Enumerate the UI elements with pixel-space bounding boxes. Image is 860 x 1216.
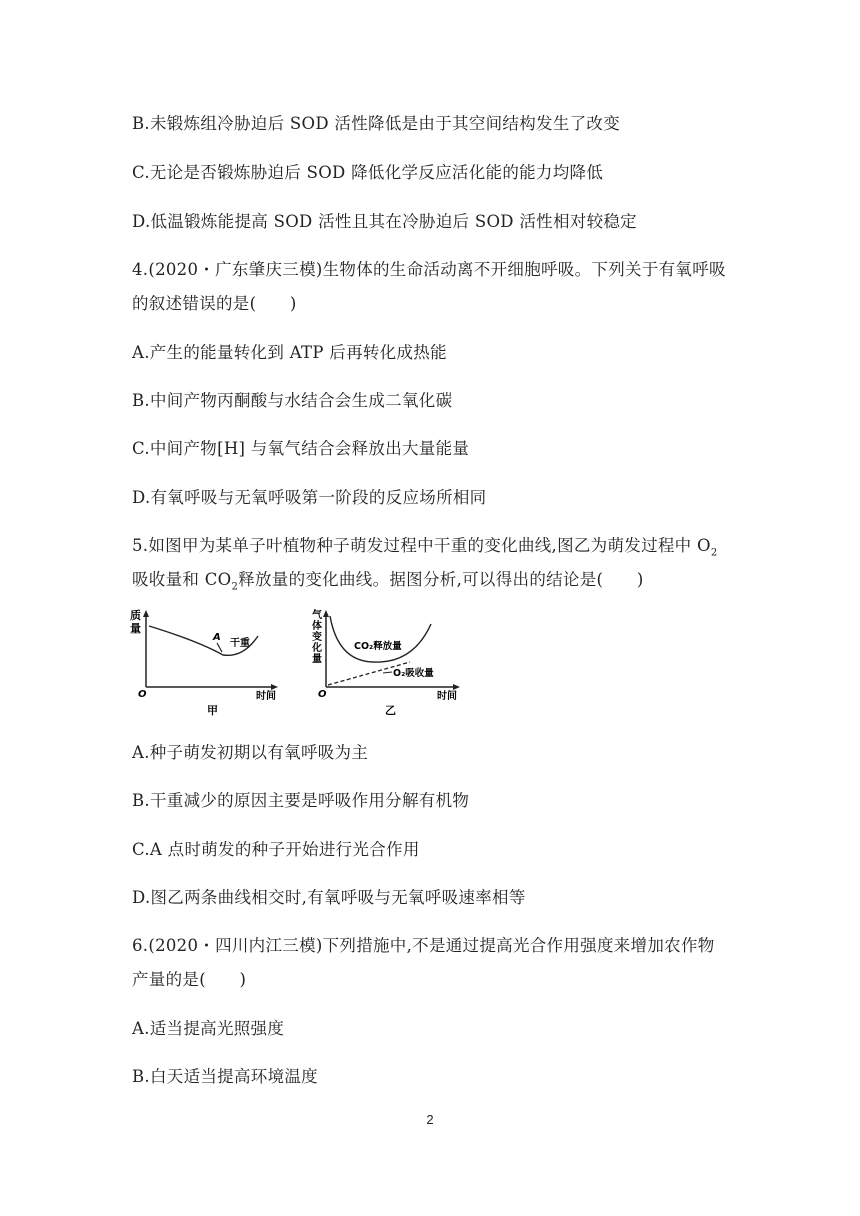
q4-stem-line2: 的叙述错误的是( ) bbox=[132, 294, 297, 313]
yi-origin: O bbox=[318, 689, 327, 700]
yi-ylabel-2: 体 bbox=[312, 621, 322, 632]
q4-option-d: D.有氧呼吸与无氧呼吸第一阶段的反应场所相同 bbox=[132, 488, 487, 507]
jia-ylabel-1: 质 bbox=[130, 609, 141, 622]
yi-xlabel: 时间 bbox=[437, 691, 457, 702]
yi-caption: 乙 bbox=[385, 704, 396, 717]
q5-option-b: B.干重减少的原因主要是呼吸作用分解有机物 bbox=[132, 791, 470, 810]
q4-option-a: A.产生的能量转化到 ATP 后再转化成热能 bbox=[132, 343, 447, 362]
jia-ylabel-2: 量 bbox=[130, 622, 141, 635]
q6-stem-line2: 产量的是( ) bbox=[132, 970, 247, 989]
yi-ylabel-4: 化 bbox=[312, 643, 322, 654]
jia-point-a-label: A bbox=[213, 632, 221, 643]
yi-co2-curve bbox=[330, 616, 431, 662]
jia-xlabel: 时间 bbox=[256, 691, 276, 702]
jia-y-arrow bbox=[143, 610, 149, 617]
yi-ylabel-3: 变 bbox=[312, 632, 322, 643]
jia-point-a-pointer bbox=[217, 643, 222, 652]
q4-stem-line1: 4.(2020・广东肇庆三模)生物体的生命活动离不开细胞呼吸。下列关于有氧呼吸 bbox=[132, 260, 726, 279]
yi-x-arrow bbox=[453, 684, 460, 690]
q3-option-b: B.未锻炼组冷胁迫后 SOD 活性降低是由于其空间结构发生了改变 bbox=[132, 114, 621, 133]
yi-co2-label: CO₂释放量 bbox=[354, 641, 402, 652]
yi-o2-pointer bbox=[383, 672, 392, 673]
yi-o2-label: O₂吸收量 bbox=[393, 668, 434, 679]
graph-yi bbox=[311, 608, 460, 717]
q3-option-c: C.无论是否锻炼胁迫后 SOD 降低化学反应活化能的能力均降低 bbox=[132, 163, 604, 182]
graph-jia bbox=[130, 608, 278, 717]
q6-option-a: A.适当提高光照强度 bbox=[132, 1019, 285, 1038]
jia-x-arrow bbox=[271, 684, 278, 690]
yi-y-arrow bbox=[323, 610, 329, 617]
jia-curve-label: 干重 bbox=[230, 638, 250, 649]
jia-caption: 甲 bbox=[207, 704, 218, 717]
q5-figure-graphs bbox=[128, 606, 468, 718]
q5-figure bbox=[128, 606, 468, 718]
q6-option-b: B.白天适当提高环境温度 bbox=[132, 1067, 318, 1086]
q5-stem-line2: 吸收量和 $CO_2$释放量的变化曲线。据图分析,可以得出的结论是( ) bbox=[132, 570, 644, 593]
jia-origin: O bbox=[138, 689, 147, 700]
q5-option-a: A.种子萌发初期以有氧呼吸为主 bbox=[132, 743, 369, 762]
yi-ylabel-1: 气 bbox=[312, 610, 322, 621]
q4-option-b: B.中间产物丙酮酸与水结合会生成二氧化碳 bbox=[132, 391, 453, 410]
q3-option-d: D.低温锻炼能提高 SOD 活性且其在冷胁迫后 SOD 活性相对较稳定 bbox=[132, 212, 637, 231]
q4-option-c: C.中间产物[H] 与氧气结合会释放出大量能量 bbox=[132, 439, 470, 458]
q5-stem-line1: 5.如图甲为某单子叶植物种子萌发过程中干重的变化曲线,图乙为萌发过程中 $O_2$ bbox=[132, 536, 718, 559]
page-number: 2 bbox=[426, 1112, 434, 1127]
q5-option-d: D.图乙两条曲线相交时,有氧呼吸与无氧呼吸速率相等 bbox=[132, 888, 526, 907]
yi-ylabel-5: 量 bbox=[312, 654, 322, 665]
q5-option-c: C.A 点时萌发的种子开始进行光合作用 bbox=[132, 840, 420, 859]
q6-stem-line1: 6.(2020・四川内江三模)下列措施中,不是通过提高光合作用强度来增加农作物 bbox=[132, 936, 715, 955]
